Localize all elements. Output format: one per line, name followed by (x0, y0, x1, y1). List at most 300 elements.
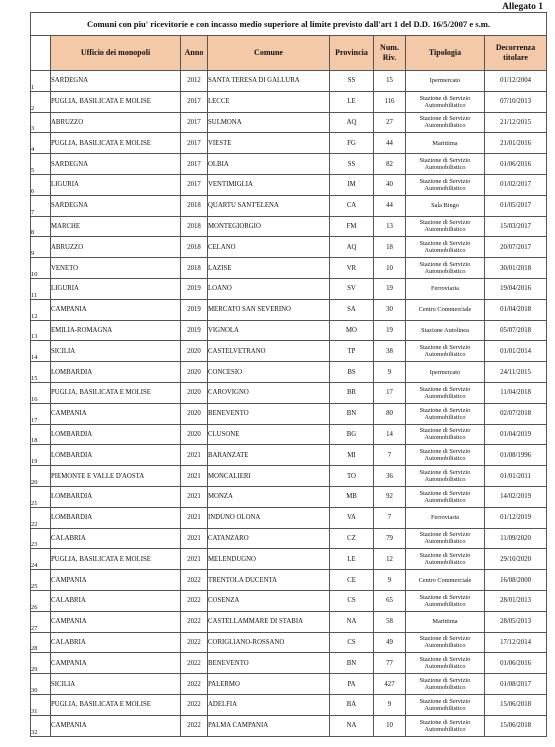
decorrenza-cell: 29/10/2020 (485, 549, 547, 570)
num-riv-cell: 82 (374, 154, 406, 175)
num-riv-cell: 19 (374, 278, 406, 299)
row-number: 7 (31, 195, 51, 216)
num-riv-cell: 12 (374, 549, 406, 570)
anno-cell: 2018 (181, 216, 208, 237)
table-row (31, 195, 547, 216)
provincia-cell: BN (330, 653, 374, 674)
table-row (31, 715, 547, 736)
tipologia-cell: Ipermercato (406, 362, 485, 383)
anno-cell: 2017 (181, 174, 208, 195)
decorrenza-cell: 01/04/2019 (485, 424, 547, 445)
anno-cell: 2018 (181, 195, 208, 216)
ufficio-cell: LOMBARDIA (51, 445, 181, 466)
row-number: 15 (31, 362, 51, 383)
provincia-cell: LE (330, 549, 374, 570)
provincia-cell: LE (330, 91, 374, 112)
decorrenza-cell: 14/02/2019 (485, 486, 547, 507)
table-row (31, 486, 547, 507)
tipologia-cell: Centro Commerciale (406, 570, 485, 591)
table-row (31, 570, 547, 591)
anno-cell: 2021 (181, 445, 208, 466)
row-number: 24 (31, 549, 51, 570)
decorrenza-cell: 20/07/2017 (485, 237, 547, 258)
header-index (31, 36, 51, 71)
num-riv-cell: 7 (374, 507, 406, 528)
decorrenza-cell: 01/12/2004 (485, 71, 547, 92)
anno-cell: 2018 (181, 258, 208, 279)
num-riv-cell: 36 (374, 466, 406, 487)
annex-label: Allegato 1 (502, 2, 543, 12)
provincia-cell: CE (330, 570, 374, 591)
num-riv-cell: 27 (374, 112, 406, 133)
decorrenza-cell: 07/10/2013 (485, 91, 547, 112)
row-number: 32 (31, 715, 51, 736)
comune-cell: VIGNOLA (208, 320, 330, 341)
anno-cell: 2022 (181, 632, 208, 653)
tipologia-cell: Ferroviaria (406, 278, 485, 299)
provincia-cell: AQ (330, 237, 374, 258)
tipologia-cell: Centro Commerciale (406, 299, 485, 320)
comune-cell: CASTELLAMMARE DI STABIA (208, 611, 330, 632)
row-number: 5 (31, 154, 51, 175)
row-number: 4 (31, 133, 51, 154)
num-riv-cell: 9 (374, 570, 406, 591)
ufficio-cell: EMILIA-ROMAGNA (51, 320, 181, 341)
anno-cell: 2022 (181, 570, 208, 591)
num-riv-cell: 9 (374, 694, 406, 715)
annex-table (30, 12, 547, 737)
tipologia-cell: Stazione di Servizio Automobilistico (406, 549, 485, 570)
anno-cell: 2022 (181, 674, 208, 695)
ufficio-cell: PUGLIA, BASILICATA E MOLISE (51, 549, 181, 570)
tipologia-cell: Stazione di Servizio Automobilistico (406, 653, 485, 674)
tipologia-cell: Stazione di Servizio Automobilistico (406, 216, 485, 237)
comune-cell: MONZA (208, 486, 330, 507)
table-row (31, 71, 547, 92)
provincia-cell: VR (330, 258, 374, 279)
comune-cell: CAROVIGNO (208, 382, 330, 403)
anno-cell: 2017 (181, 133, 208, 154)
tipologia-cell: Stazione di Servizio Automobilistico (406, 694, 485, 715)
comune-cell: CATANZARO (208, 528, 330, 549)
row-number: 22 (31, 507, 51, 528)
num-riv-cell: 15 (374, 71, 406, 92)
decorrenza-cell: 01/04/2018 (485, 299, 547, 320)
row-number: 21 (31, 486, 51, 507)
tipologia-cell: Stazione di Servizio Automobilistico (406, 341, 485, 362)
decorrenza-cell: 01/05/2017 (485, 195, 547, 216)
row-number: 9 (31, 237, 51, 258)
tipologia-cell: Stazione di Servizio Automobilistico (406, 590, 485, 611)
tipologia-cell: Stazione di Servizio Automobilistico (406, 237, 485, 258)
tipologia-cell: Stazione di Servizio Automobilistico (406, 403, 485, 424)
num-riv-cell: 18 (374, 237, 406, 258)
table-row (31, 632, 547, 653)
provincia-cell: CZ (330, 528, 374, 549)
tipologia-cell: Ipermercato (406, 71, 485, 92)
provincia-cell: NA (330, 715, 374, 736)
decorrenza-cell: 17/12/2014 (485, 632, 547, 653)
tipologia-cell: Stazione di Servizio Automobilistico (406, 528, 485, 549)
decorrenza-cell: 01/08/2017 (485, 674, 547, 695)
table-row (31, 112, 547, 133)
anno-cell: 2020 (181, 403, 208, 424)
anno-cell: 2019 (181, 299, 208, 320)
tipologia-cell: Stazione di Servizio Automobilistico (406, 445, 485, 466)
comune-cell: QUARTU SANT'ELENA (208, 195, 330, 216)
comune-cell: CASTELVETRANO (208, 341, 330, 362)
row-number: 18 (31, 424, 51, 445)
row-number: 23 (31, 528, 51, 549)
anno-cell: 2017 (181, 154, 208, 175)
decorrenza-cell: 01/02/2017 (485, 174, 547, 195)
ufficio-cell: SICILIA (51, 674, 181, 695)
table-title: Comuni con piu' ricevitorie e con incasso medio superiore al limite previsto dall'art 1 del D.D. 16/5/2007 e s.m. (31, 13, 547, 36)
table-row (31, 278, 547, 299)
table-row (31, 590, 547, 611)
decorrenza-cell: 01/08/1996 (485, 445, 547, 466)
row-number: 16 (31, 382, 51, 403)
ufficio-cell: SICILIA (51, 341, 181, 362)
num-riv-cell: 9 (374, 362, 406, 383)
ufficio-cell: LOMBARDIA (51, 424, 181, 445)
ufficio-cell: LIGURIA (51, 174, 181, 195)
row-number: 27 (31, 611, 51, 632)
decorrenza-cell: 01/06/2016 (485, 653, 547, 674)
provincia-cell: MB (330, 486, 374, 507)
table-row (31, 445, 547, 466)
table-row (31, 611, 547, 632)
ufficio-cell: VENETO (51, 258, 181, 279)
comune-cell: ADELFIA (208, 694, 330, 715)
table-row (31, 341, 547, 362)
ufficio-cell: CALABRIA (51, 528, 181, 549)
ufficio-cell: MARCHE (51, 216, 181, 237)
ufficio-cell: CAMPANIA (51, 715, 181, 736)
table-row (31, 299, 547, 320)
provincia-cell: BA (330, 694, 374, 715)
table-row (31, 694, 547, 715)
ufficio-cell: CAMPANIA (51, 403, 181, 424)
comune-cell: MONCALIERI (208, 466, 330, 487)
provincia-cell: FM (330, 216, 374, 237)
tipologia-cell: Stazione di Servizio Automobilistico (406, 258, 485, 279)
tipologia-cell: Stazione di Servizio Automobilistico (406, 632, 485, 653)
decorrenza-cell: 02/07/2018 (485, 403, 547, 424)
tipologia-cell: Stazione di Servizio Automobilistico (406, 424, 485, 445)
table-row (31, 507, 547, 528)
tipologia-cell: Stazione di Servizio Automobilistico (406, 154, 485, 175)
table-row (31, 549, 547, 570)
ufficio-cell: SARDEGNA (51, 154, 181, 175)
num-riv-cell: 38 (374, 341, 406, 362)
anno-cell: 2017 (181, 112, 208, 133)
provincia-cell: CS (330, 632, 374, 653)
row-number: 10 (31, 258, 51, 279)
tipologia-cell: Stazione di Servizio Automobilistico (406, 174, 485, 195)
num-riv-cell: 65 (374, 590, 406, 611)
ufficio-cell: CALABRIA (51, 632, 181, 653)
num-riv-cell: 79 (374, 528, 406, 549)
num-riv-cell: 92 (374, 486, 406, 507)
num-riv-cell: 58 (374, 611, 406, 632)
num-riv-cell: 427 (374, 674, 406, 695)
header-anno: Anno (181, 36, 208, 71)
table-row (31, 133, 547, 154)
anno-cell: 2022 (181, 694, 208, 715)
row-number: 13 (31, 320, 51, 341)
tipologia-cell: Sala Bingo (406, 195, 485, 216)
num-riv-cell: 13 (374, 216, 406, 237)
num-riv-cell: 44 (374, 133, 406, 154)
decorrenza-cell: 30/01/2018 (485, 258, 547, 279)
row-number: 17 (31, 403, 51, 424)
provincia-cell: CS (330, 590, 374, 611)
tipologia-cell: Stazione Autolinea (406, 320, 485, 341)
table-row (31, 382, 547, 403)
table-row (31, 403, 547, 424)
comune-cell: LOANO (208, 278, 330, 299)
ufficio-cell: LIGURIA (51, 278, 181, 299)
table-row (31, 216, 547, 237)
ufficio-cell: LOMBARDIA (51, 507, 181, 528)
ufficio-cell: SARDEGNA (51, 195, 181, 216)
num-riv-cell: 49 (374, 632, 406, 653)
ufficio-cell: CALABRIA (51, 590, 181, 611)
decorrenza-cell: 19/04/2016 (485, 278, 547, 299)
decorrenza-cell: 28/05/2013 (485, 611, 547, 632)
ufficio-cell: PIEMONTE E VALLE D'AOSTA (51, 466, 181, 487)
row-number: 28 (31, 632, 51, 653)
header-ufficio: Ufficio dei monopoli (51, 36, 181, 71)
comune-cell: BENEVENTO (208, 403, 330, 424)
provincia-cell: BR (330, 382, 374, 403)
row-number: 3 (31, 112, 51, 133)
provincia-cell: BG (330, 424, 374, 445)
row-number: 19 (31, 445, 51, 466)
row-number: 6 (31, 174, 51, 195)
decorrenza-cell: 16/08/2000 (485, 570, 547, 591)
anno-cell: 2022 (181, 611, 208, 632)
provincia-cell: AQ (330, 112, 374, 133)
comune-cell: MERCATO SAN SEVERINO (208, 299, 330, 320)
decorrenza-cell: 15/03/2017 (485, 216, 547, 237)
ufficio-cell: PUGLIA, BASILICATA E MOLISE (51, 382, 181, 403)
provincia-cell: BS (330, 362, 374, 383)
comune-cell: VENTIMIGLIA (208, 174, 330, 195)
provincia-cell: BN (330, 403, 374, 424)
provincia-cell: SA (330, 299, 374, 320)
tipologia-cell: Stazione di Servizio Automobilistico (406, 674, 485, 695)
provincia-cell: TO (330, 466, 374, 487)
anno-cell: 2021 (181, 507, 208, 528)
anno-cell: 2018 (181, 237, 208, 258)
row-number: 14 (31, 341, 51, 362)
num-riv-cell: 116 (374, 91, 406, 112)
table-row (31, 466, 547, 487)
tipologia-cell: Stazione di Servizio Automobilistico (406, 486, 485, 507)
anno-cell: 2012 (181, 71, 208, 92)
comune-cell: SULMONA (208, 112, 330, 133)
num-riv-cell: 44 (374, 195, 406, 216)
comune-cell: MONTEGIORGIO (208, 216, 330, 237)
table-row (31, 258, 547, 279)
comune-cell: CELANO (208, 237, 330, 258)
decorrenza-cell: 15/06/2018 (485, 715, 547, 736)
num-riv-cell: 10 (374, 258, 406, 279)
num-riv-cell: 17 (374, 382, 406, 403)
row-number: 25 (31, 570, 51, 591)
table-row (31, 653, 547, 674)
ufficio-cell: CAMPANIA (51, 299, 181, 320)
comune-cell: COSENZA (208, 590, 330, 611)
provincia-cell: NA (330, 611, 374, 632)
ufficio-cell: PUGLIA, BASILICATA E MOLISE (51, 133, 181, 154)
provincia-cell: PA (330, 674, 374, 695)
table-row (31, 154, 547, 175)
comune-cell: MELENDUGNO (208, 549, 330, 570)
decorrenza-cell: 11/09/2020 (485, 528, 547, 549)
anno-cell: 2021 (181, 486, 208, 507)
ufficio-cell: CAMPANIA (51, 611, 181, 632)
ufficio-cell: LOMBARDIA (51, 486, 181, 507)
ufficio-cell: PUGLIA, BASILICATA E MOLISE (51, 694, 181, 715)
anno-cell: 2021 (181, 528, 208, 549)
comune-cell: CLUSONE (208, 424, 330, 445)
anno-cell: 2020 (181, 362, 208, 383)
comune-cell: VIESTE (208, 133, 330, 154)
table-row (31, 91, 547, 112)
provincia-cell: IM (330, 174, 374, 195)
table-row (31, 174, 547, 195)
tipologia-cell: Stazione di Servizio Automobilistico (406, 112, 485, 133)
decorrenza-cell: 05/07/2018 (485, 320, 547, 341)
tipologia-cell: Stazione di Servizio Automobilistico (406, 382, 485, 403)
row-number: 30 (31, 674, 51, 695)
comune-cell: SANTA TERESA DI GALLURA (208, 71, 330, 92)
provincia-cell: SS (330, 154, 374, 175)
num-riv-cell: 10 (374, 715, 406, 736)
table-row (31, 362, 547, 383)
num-riv-cell: 40 (374, 174, 406, 195)
anno-cell: 2019 (181, 278, 208, 299)
tipologia-cell: Marittima (406, 133, 485, 154)
tipologia-cell: Marittima (406, 611, 485, 632)
header-row (31, 36, 547, 71)
row-number: 20 (31, 466, 51, 487)
decorrenza-cell: 21/01/2016 (485, 133, 547, 154)
num-riv-cell: 80 (374, 403, 406, 424)
anno-cell: 2022 (181, 590, 208, 611)
table-row (31, 674, 547, 695)
header-comune: Comune (208, 36, 330, 71)
tipologia-cell: Stazione di Servizio Automobilistico (406, 466, 485, 487)
decorrenza-cell: 21/12/2015 (485, 112, 547, 133)
comune-cell: TRENTOLA DUCENTA (208, 570, 330, 591)
table-row (31, 424, 547, 445)
comune-cell: PALMA CAMPANIA (208, 715, 330, 736)
header-decorrenza: Decorrenza titolare (485, 36, 547, 71)
num-riv-cell: 19 (374, 320, 406, 341)
ufficio-cell: ABRUZZO (51, 112, 181, 133)
table-row (31, 237, 547, 258)
comune-cell: PALERMO (208, 674, 330, 695)
comune-cell: BARANZATE (208, 445, 330, 466)
header-provincia: Provincia (330, 36, 374, 71)
row-number: 2 (31, 91, 51, 112)
table-row (31, 528, 547, 549)
num-riv-cell: 77 (374, 653, 406, 674)
provincia-cell: CA (330, 195, 374, 216)
comune-cell: CONCESIO (208, 362, 330, 383)
ufficio-cell: SARDEGNA (51, 71, 181, 92)
decorrenza-cell: 01/01/2011 (485, 466, 547, 487)
row-number: 12 (31, 299, 51, 320)
comune-cell: LAZISE (208, 258, 330, 279)
comune-cell: BENEVENTO (208, 653, 330, 674)
decorrenza-cell: 24/11/2015 (485, 362, 547, 383)
comune-cell: INDUNO OLONA (208, 507, 330, 528)
anno-cell: 2020 (181, 424, 208, 445)
provincia-cell: TP (330, 341, 374, 362)
header-tipologia: Tipologia (406, 36, 485, 71)
header-num-riv: Num. Riv. (374, 36, 406, 71)
decorrenza-cell: 15/06/2018 (485, 694, 547, 715)
anno-cell: 2019 (181, 320, 208, 341)
anno-cell: 2021 (181, 549, 208, 570)
ufficio-cell: CAMPANIA (51, 570, 181, 591)
row-number: 31 (31, 694, 51, 715)
decorrenza-cell: 11/04/2018 (485, 382, 547, 403)
num-riv-cell: 30 (374, 299, 406, 320)
anno-cell: 2021 (181, 466, 208, 487)
decorrenza-cell: 01/12/2019 (485, 507, 547, 528)
ufficio-cell: ABRUZZO (51, 237, 181, 258)
decorrenza-cell: 01/01/2014 (485, 341, 547, 362)
row-number: 29 (31, 653, 51, 674)
anno-cell: 2020 (181, 341, 208, 362)
tipologia-cell: Stazione di Servizio Automobilistico (406, 91, 485, 112)
decorrenza-cell: 01/06/2016 (485, 154, 547, 175)
comune-cell: OLBIA (208, 154, 330, 175)
provincia-cell: MI (330, 445, 374, 466)
anno-cell: 2020 (181, 382, 208, 403)
tipologia-cell: Stazione di Servizio Automobilistico (406, 715, 485, 736)
row-number: 26 (31, 590, 51, 611)
provincia-cell: SV (330, 278, 374, 299)
anno-cell: 2017 (181, 91, 208, 112)
decorrenza-cell: 28/01/2013 (485, 590, 547, 611)
num-riv-cell: 14 (374, 424, 406, 445)
ufficio-cell: LOMBARDIA (51, 362, 181, 383)
row-number: 11 (31, 278, 51, 299)
num-riv-cell: 7 (374, 445, 406, 466)
anno-cell: 2022 (181, 653, 208, 674)
provincia-cell: FG (330, 133, 374, 154)
comune-cell: CORIGLIANO-ROSSANO (208, 632, 330, 653)
comune-cell: LECCE (208, 91, 330, 112)
ufficio-cell: CAMPANIA (51, 653, 181, 674)
provincia-cell: SS (330, 71, 374, 92)
row-number: 1 (31, 71, 51, 92)
tipologia-cell: Ferroviaria (406, 507, 485, 528)
anno-cell: 2022 (181, 715, 208, 736)
provincia-cell: MO (330, 320, 374, 341)
table-row (31, 320, 547, 341)
row-number: 8 (31, 216, 51, 237)
provincia-cell: VA (330, 507, 374, 528)
ufficio-cell: PUGLIA, BASILICATA E MOLISE (51, 91, 181, 112)
